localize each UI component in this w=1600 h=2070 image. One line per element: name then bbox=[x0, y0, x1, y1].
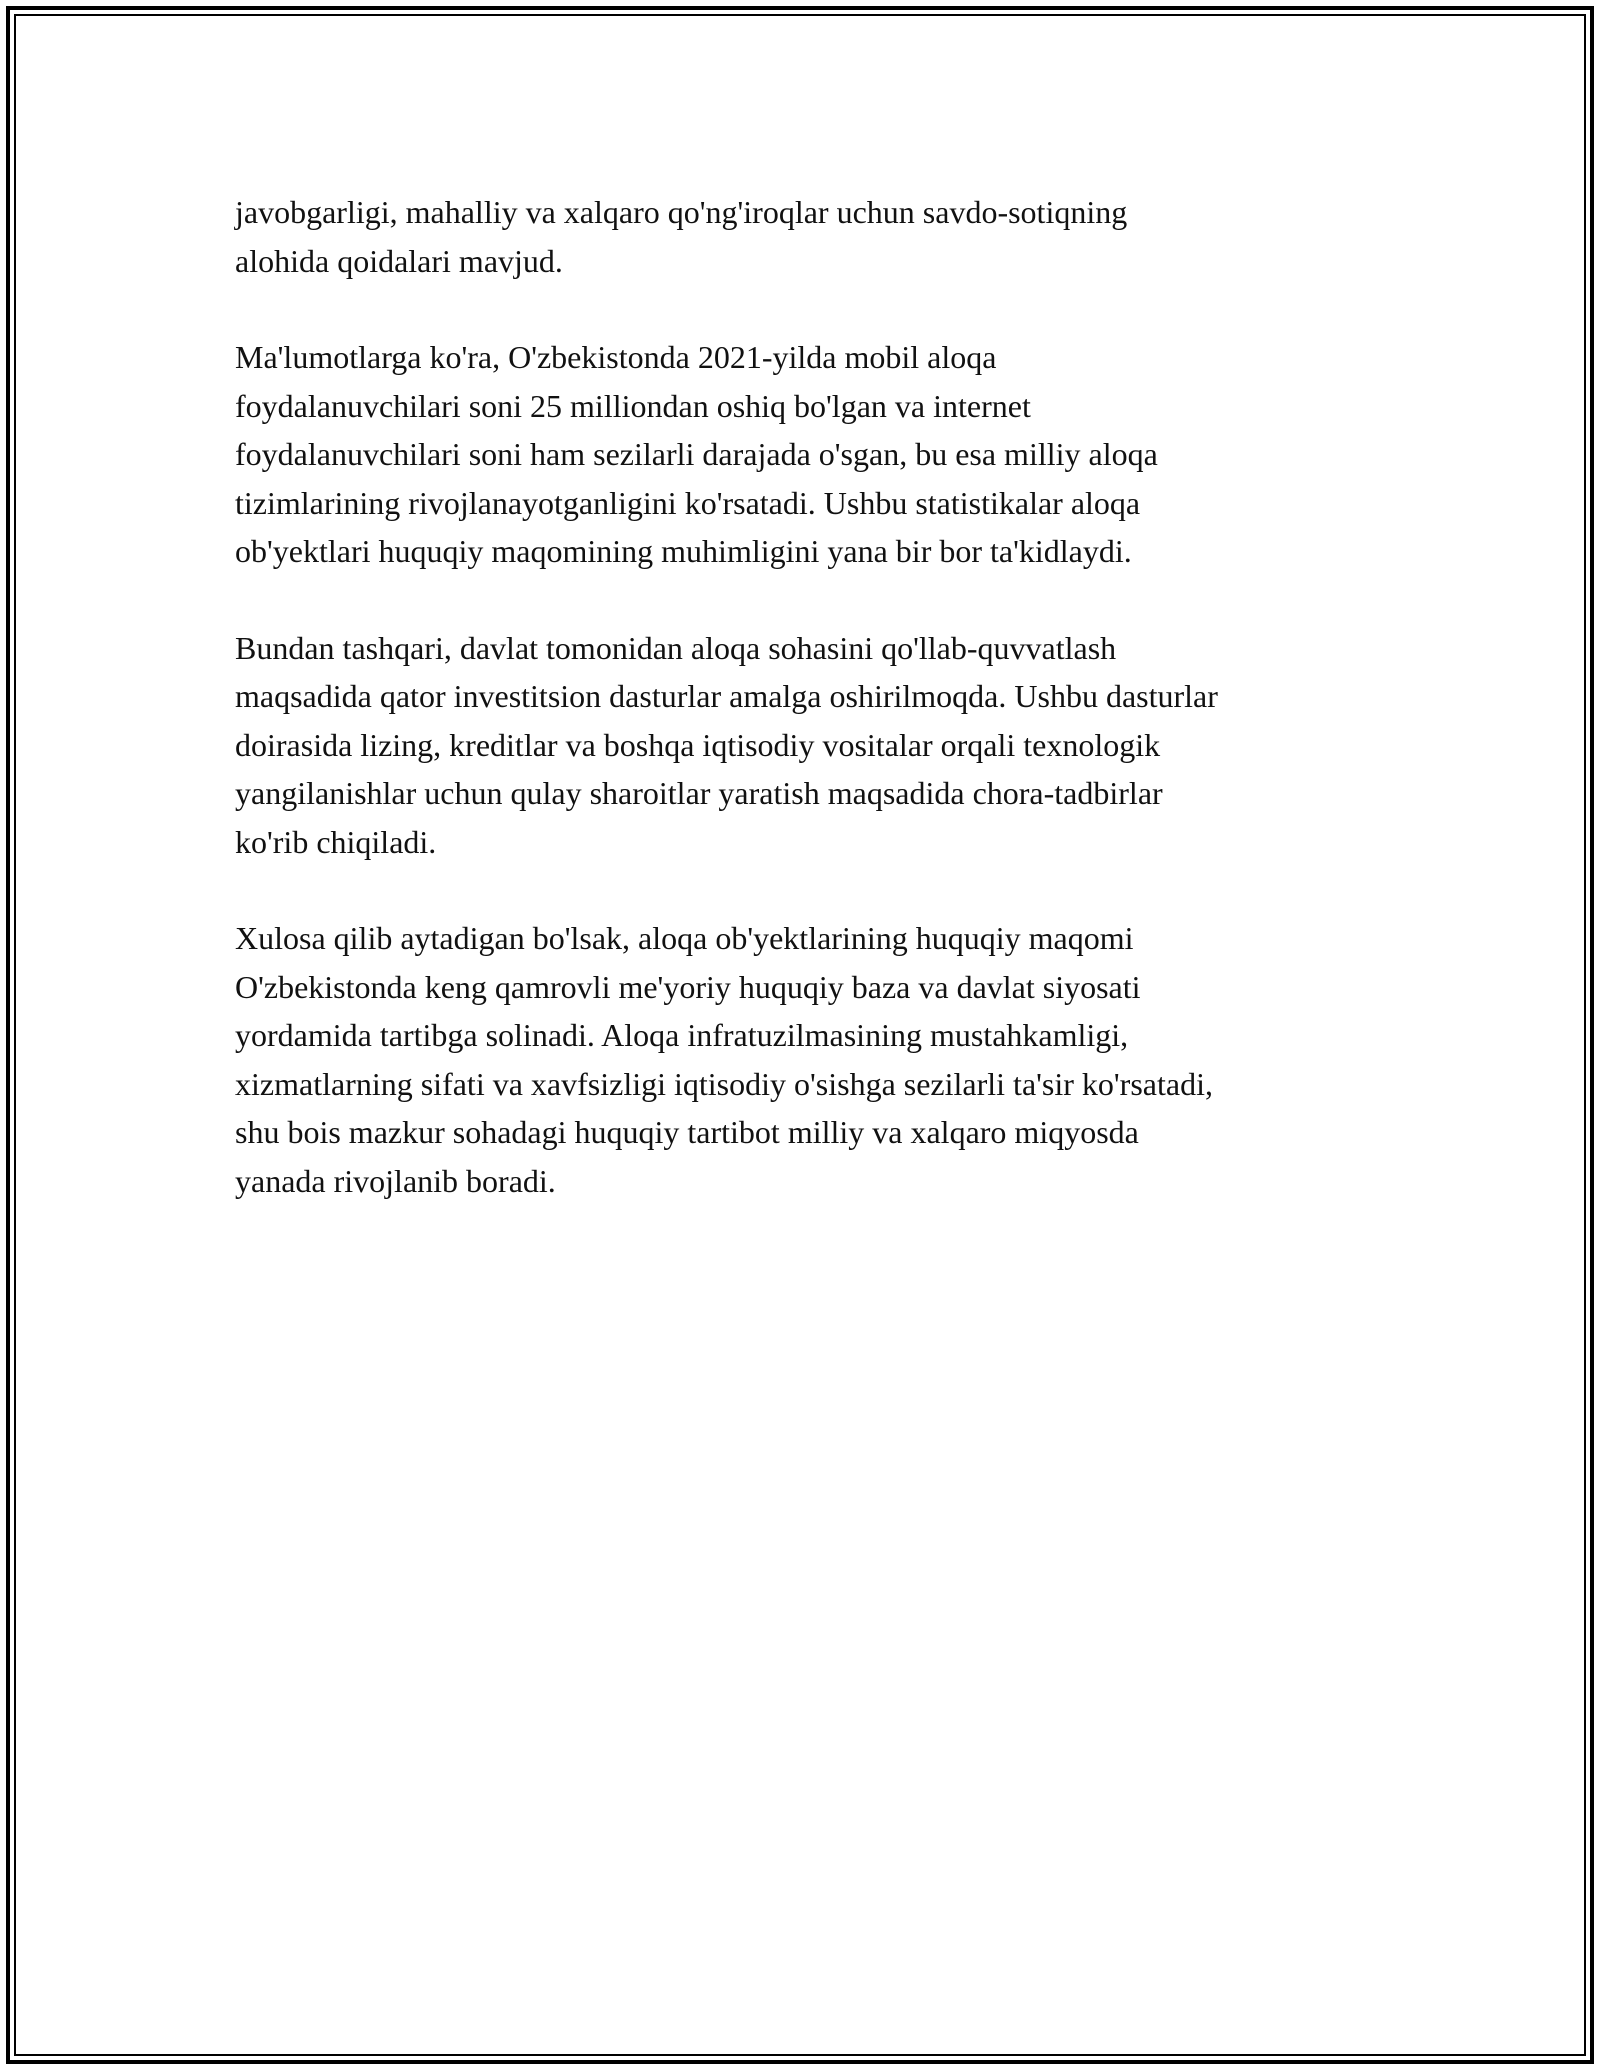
paragraph-2 bbox=[235, 333, 1365, 576]
text-line: tizimlarining rivojlanayotganligini ko'rsatadi. Ushbu statistikalar aloqa bbox=[235, 484, 1141, 521]
text-line: Xulosa qilib aytadigan bo'lsak, aloqa ob'yektlarining huquqiy maqomi bbox=[235, 920, 1134, 956]
text-line: alohida qoidalari mavjud. bbox=[235, 242, 563, 279]
text-line: yordamida tartibga solinadi. Aloqa infratuzilmasining mustahkamligi, bbox=[235, 1017, 1129, 1053]
text-line: xizmatlarning sifati va xavfsizligi iqtisodiy o'sishga sezilarli ta'sir ko'rsatadi, bbox=[235, 1065, 1213, 1102]
text-line: Bundan tashqari, davlat tomonidan aloqa sohasini qo'llab-quvvatlash bbox=[235, 629, 1117, 666]
text-line: foydalanuvchilari soni ham sezilarli darajada o'sgan, bu esa milliy aloqa bbox=[235, 436, 1158, 472]
paragraph-4 bbox=[235, 914, 1365, 1205]
document-body bbox=[235, 188, 1365, 1253]
text-line: yanada rivojlanib boradi. bbox=[235, 1162, 556, 1199]
text-line: ko'rib chiqiladi. bbox=[235, 823, 437, 860]
text-line: foydalanuvchilari soni 25 milliondan oshiq bo'lgan va internet bbox=[235, 387, 1031, 424]
text-line: O'zbekistonda keng qamrovli me'yoriy huquqiy baza va davlat siyosati bbox=[235, 968, 1141, 1005]
text-line: shu bois mazkur sohadagi huquqiy tartibot milliy va xalqaro miqyosda bbox=[235, 1114, 1139, 1150]
text-line: doirasida lizing, kreditlar va boshqa iqtisodiy vositalar orqali texnologik bbox=[235, 726, 1161, 763]
text-line: yangilanishlar uchun qulay sharoitlar yaratish maqsadida chora-tadbirlar bbox=[235, 775, 1163, 811]
paragraph-3 bbox=[235, 624, 1365, 867]
text-line: maqsadida qator investitsion dasturlar amalga oshirilmoqda. Ushbu dasturlar bbox=[235, 678, 1218, 714]
text-line: javobgarligi, mahalliy va xalqaro qo'ng'iroqlar uchun savdo-sotiqning bbox=[235, 194, 1128, 230]
paragraph-1 bbox=[235, 188, 1365, 285]
text-line: Ma'lumotlarga ko'ra, O'zbekistonda 2021-yilda mobil aloqa bbox=[235, 339, 997, 375]
text-line: ob'yektlari huquqiy maqomining muhimligini yana bir bor ta'kidlaydi. bbox=[235, 533, 1132, 569]
